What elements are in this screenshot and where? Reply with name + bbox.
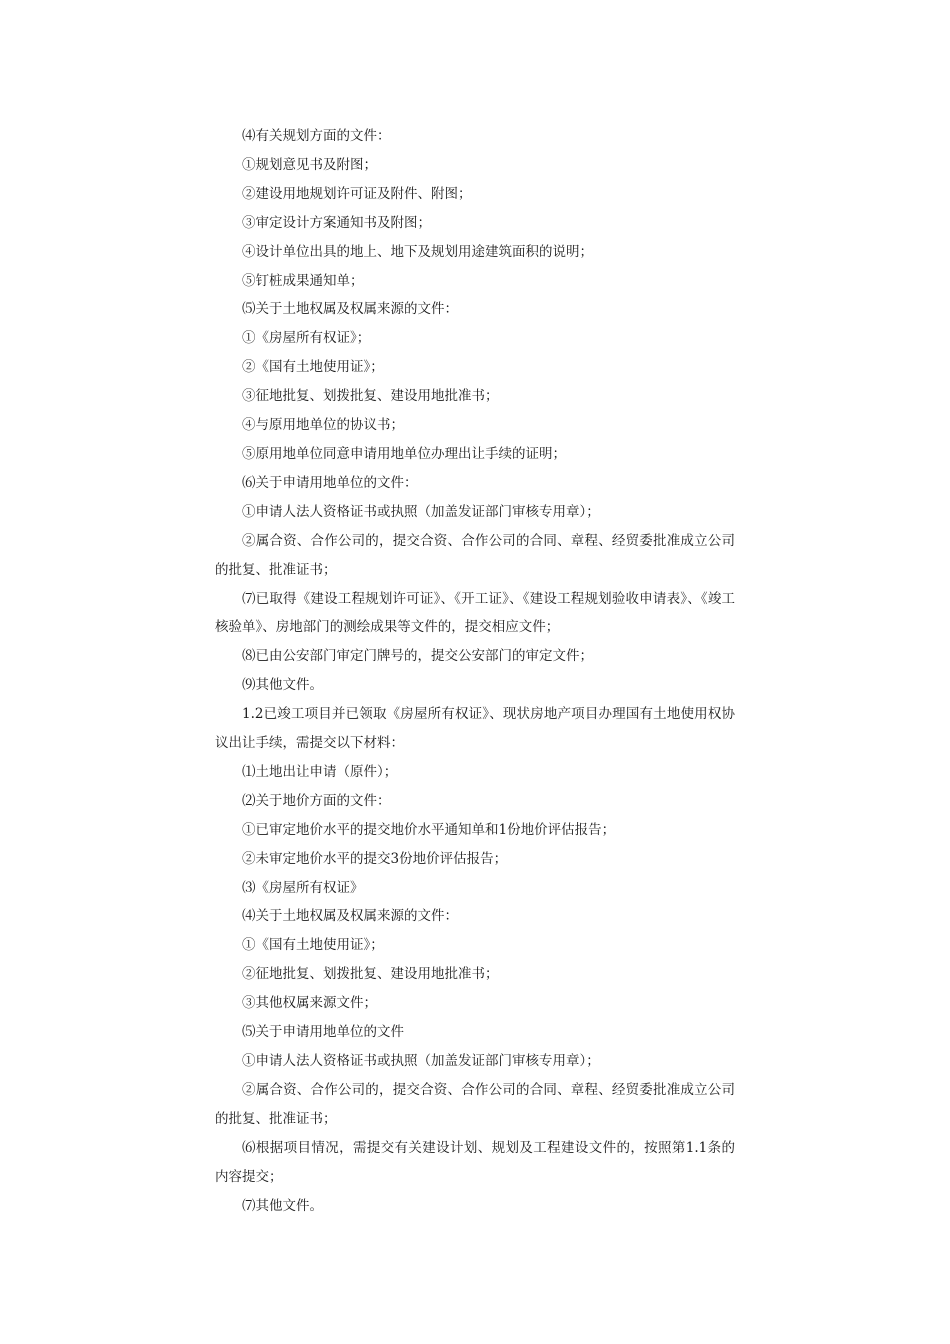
paragraph: 1.2已竣工项目并已领取《房屋所有权证》、现状房地产项目办理国有土地使用权协议出让手续，需提交以下材料：	[215, 706, 735, 752]
paragraph: ①申请人法人资格证书或执照（加盖发证部门审核专用章）；	[242, 503, 600, 520]
paragraph: ②《国有土地使用证》；	[242, 359, 384, 376]
paragraph: ⑷有关规划方面的文件：	[242, 128, 391, 144]
paragraph: ⑶《房屋所有权证》	[242, 879, 364, 896]
paragraph: ⑸关于申请用地单位的文件	[242, 1024, 404, 1041]
paragraph: ②属合资、合作公司的，提交合资、合作公司的合同、章程、经贸委批准成立公司的批复、批准证书；	[215, 1081, 735, 1127]
paragraph: ⑤钉桩成果通知单；	[242, 272, 364, 289]
paragraph: ③其他权属来源文件；	[242, 995, 377, 1012]
paragraph: ⑺其他文件。	[242, 1197, 323, 1214]
paragraph: ②未审定地价水平的提交3份地价评估报告；	[242, 850, 508, 867]
paragraph: ③审定设计方案通知书及附图；	[242, 214, 431, 231]
paragraph: ⑤原用地单位同意申请用地单位办理出让手续的证明；	[242, 445, 566, 462]
paragraph: ⑴土地出让申请（原件）；	[242, 763, 398, 780]
paragraph: ④与原用地单位的协议书；	[242, 417, 404, 434]
paragraph: ①已审定地价水平的提交地价水平通知单和1份地价评估报告；	[242, 821, 616, 838]
paragraph: ②建设用地规划许可证及附件、附图；	[242, 185, 472, 202]
paragraph: ②属合资、合作公司的，提交合资、合作公司的合同、章程、经贸委批准成立公司的批复、批准证书；	[215, 532, 735, 578]
paragraph: ②征地批复、划拨批复、建设用地批准书；	[242, 966, 499, 983]
paragraph: ①规划意见书及附图；	[242, 156, 377, 173]
paragraph: ⑼其他文件。	[242, 677, 323, 694]
paragraph: ③征地批复、划拨批复、建设用地批准书；	[242, 388, 499, 405]
paragraph: ⑺已取得《建设工程规划许可证》、《开工证》、《建设工程规划验收申请表》、《竣工核验单》、房地部门的测绘成果等文件的，提交相应文件；	[215, 590, 735, 636]
paragraph: ①《房屋所有权证》；	[242, 330, 371, 347]
paragraph: ⑹根据项目情况，需提交有关建设计划、规划及工程建设文件的，按照第1.1条的内容提交；	[215, 1139, 735, 1185]
paragraph: ⑹关于申请用地单位的文件：	[242, 474, 418, 491]
paragraph: ⑻已由公安部门审定门牌号的，提交公安部门的审定文件；	[242, 648, 593, 665]
paragraph: ⑷关于土地权属及权属来源的文件：	[242, 908, 458, 925]
paragraph: ①申请人法人资格证书或执照（加盖发证部门审核专用章）；	[242, 1053, 600, 1069]
paragraph: ⑵关于地价方面的文件：	[242, 792, 391, 809]
paragraph: ④设计单位出具的地上、地下及规划用途建筑面积的说明；	[242, 243, 593, 260]
document-body	[215, 122, 735, 1220]
paragraph: ①《国有土地使用证》；	[242, 937, 384, 954]
paragraph: ⑸关于土地权属及权属来源的文件：	[242, 301, 458, 318]
